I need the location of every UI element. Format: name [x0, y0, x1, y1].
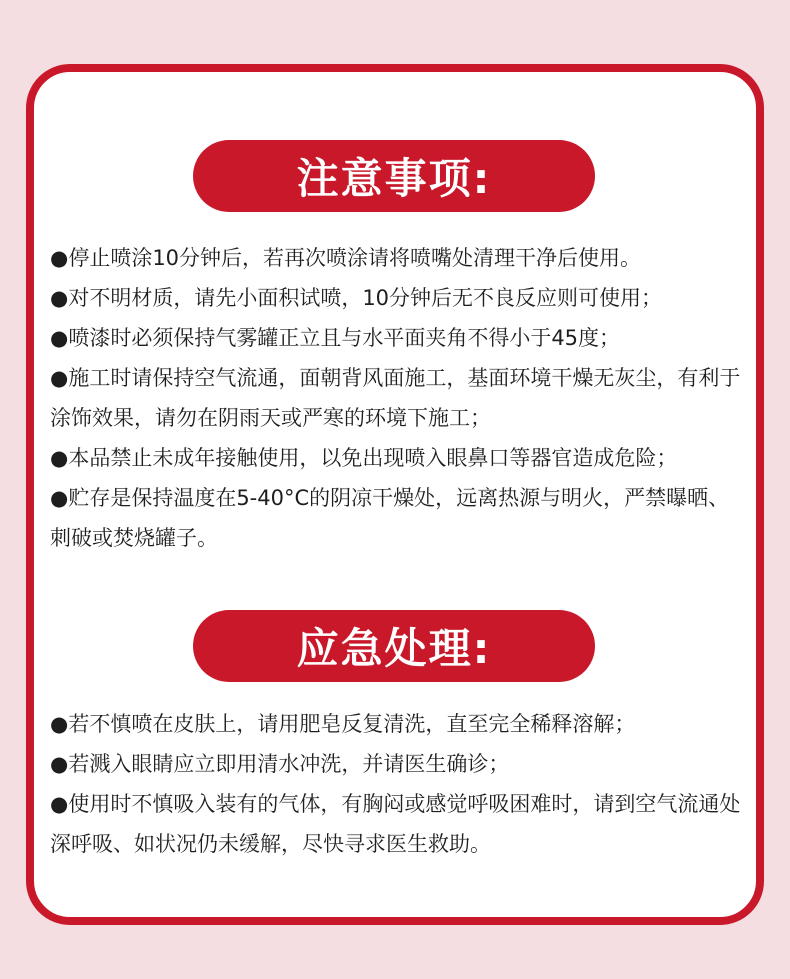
notice-card — [26, 64, 764, 925]
list-item: ●若溅入眼睛应立即用清水冲洗，并请医生确诊； — [50, 752, 510, 776]
list-item: ●喷漆时必须保持气雾罐正立且与水平面夹角不得小于45度； — [50, 326, 621, 350]
section-title-precautions: 注意事项: — [296, 154, 492, 203]
precautions-list — [50, 238, 750, 558]
emergency-list — [50, 704, 750, 864]
list-item: ●贮存是保持温度在5-40°C的阴凉干燥处，远离热源与明火，严禁曝晒、刺破或焚烧罐子。 — [50, 486, 730, 550]
list-item: ●施工时请保持空气流通，面朝背风面施工，基面环境干燥无灰尘，有利于涂饰效果，请勿在阴雨天或严寒的环境下施工； — [50, 366, 741, 430]
section-title-emergency: 应急处理: — [296, 624, 492, 673]
list-item: ●停止喷涂10分钟后，若再次喷涂请将喷嘴处清理干净后使用。 — [50, 246, 642, 270]
list-item: ●对不明材质，请先小面积试喷，10分钟后无不良反应则可使用； — [50, 286, 663, 310]
section-header-emergency — [193, 610, 595, 682]
list-item: ●本品禁止未成年接触使用，以免出现喷入眼鼻口等器官造成危险； — [50, 446, 678, 470]
list-item: ●若不慎喷在皮肤上，请用肥皂反复清洗，直至完全稀释溶解； — [50, 712, 636, 736]
list-item: ●使用时不慎吸入装有的气体，有胸闷或感觉呼吸困难时，请到空气流通处深呼吸、如状况仍未缓解，尽快寻求医生救助。 — [50, 792, 741, 856]
section-header-precautions — [193, 140, 595, 212]
